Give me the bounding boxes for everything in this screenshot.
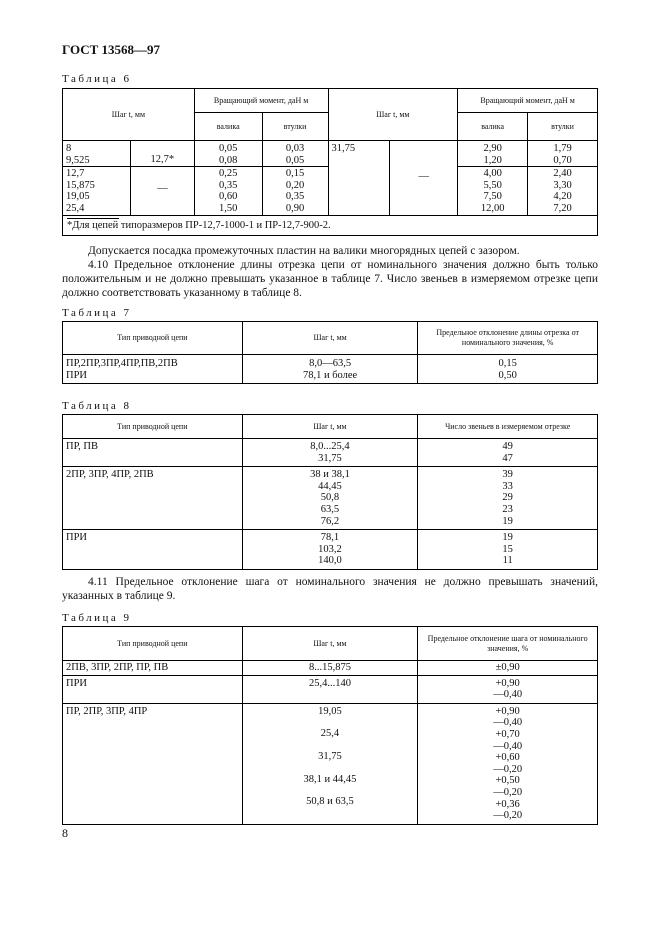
table8-caption: Таблица 8: [62, 400, 132, 412]
table8-row-type: ПРИ: [63, 530, 243, 570]
table8-row-links: 39 33 29 23 19: [418, 467, 598, 530]
paragraph-4-10: 4.10 Предельное отклонение длины отрезка цепи от номинального значения должно быть только положительным и не должно превышать указанное в таблице 7. Число звеньев в измеряемом отрезке цепи должно соответствовать указанному в таблице 8.: [62, 259, 598, 299]
table6-header-bushing-left: втулки: [262, 113, 328, 141]
table9-pitch: 50,8 и 63,5: [306, 796, 354, 808]
table6-cell: 0,15 0,20 0,35 0,90: [262, 167, 328, 216]
table9-deviation: +0,90 —0,40: [493, 705, 523, 729]
table8-row-links: 19 15 11: [418, 530, 598, 570]
table6-header-pitch-right: Шаг t, мм: [328, 89, 458, 141]
table9-header-type: Тип приводной цепи: [63, 627, 243, 661]
table7-caption: Таблица 7: [62, 307, 132, 319]
table6-cell: 12,7*: [130, 141, 194, 167]
table6-cell: 8 9,525: [63, 141, 131, 167]
table9-deviation: +0,70 —0,40: [493, 728, 523, 752]
table8-row-type: ПР, ПВ: [63, 439, 243, 467]
table6-footnote-cell: [63, 216, 598, 236]
table7-row-deviation: 0,15: [418, 355, 598, 370]
table8-header-links: Число звеньев в измеряемом отрезке: [418, 415, 598, 439]
table7-row-pitch: 78,1 и более: [242, 370, 418, 384]
table6-cell: 12,7 15,875 19,05 25,4: [63, 167, 131, 216]
table9-row-pitch-group: [242, 703, 418, 824]
table6: [62, 88, 598, 236]
table9-pitch: 38,1 и 44,45: [303, 773, 357, 785]
table9-deviation: +0,60 —0,20: [493, 752, 523, 775]
table6-caption: Таблица 6: [62, 73, 132, 85]
table6-cell: 4,00 5,50 7,50 12,00: [458, 167, 528, 216]
table6-cell: 1,79 0,70: [528, 141, 598, 167]
table8-header-type: Тип приводной цепи: [63, 415, 243, 439]
table9-pitch: 19,05: [318, 705, 342, 717]
table6-cell: 2,90 1,20: [458, 141, 528, 167]
table7-header-type: Тип приводной цепи: [63, 322, 243, 355]
table6-header-torque-left: Вращающий момент, даН м: [194, 89, 328, 113]
page-number: 8: [62, 826, 68, 840]
table8-row-pitch: 38 и 38,1 44,45 50,8 63,5 76,2: [242, 467, 418, 530]
table7-header-pitch: Шаг t, мм: [242, 322, 418, 355]
table9-pitch: 25,4: [320, 728, 340, 740]
table8-row-type: 2ПР, 3ПР, 4ПР, 2ПВ: [63, 467, 243, 530]
table6-header-torque-right: Вращающий момент, даН м: [458, 89, 598, 113]
table6-footnote: *Для цепей типоразмеров ПР-12,7-1000-1 и ПР-12,7-900-2.: [67, 220, 331, 232]
table7-row-deviation: 0,50: [418, 370, 598, 384]
footnote-rule: [67, 218, 119, 219]
table9-deviation: +0,50 —0,20: [493, 775, 523, 798]
table7-row-type: ПРИ: [63, 370, 243, 384]
table7-header-deviation: Предельное отклонение длины отрезка от номинального значения, %: [418, 322, 598, 355]
table7: [62, 321, 598, 384]
table8-row-pitch: 8,0...25,4 31,75: [242, 439, 418, 467]
document-code: ГОСТ 13568—97: [62, 42, 161, 57]
table9-caption: Таблица 9: [62, 612, 132, 624]
table8-row-links: 49 47: [418, 439, 598, 467]
table6-cell: 31,75: [328, 141, 390, 216]
table9-deviation: +0,36 —0,20: [493, 798, 523, 822]
table9-pitch: 31,75: [318, 750, 342, 762]
table6-cell: 0,03 0,05: [262, 141, 328, 167]
table9-row-type: 2ПВ, 3ПР, 2ПР, ПР, ПВ: [63, 661, 243, 676]
table6-header-pitch-left: Шаг t, мм: [63, 89, 195, 141]
table9-header-deviation: Предельное отклонение шага от номинального значения, %: [418, 627, 598, 661]
table9-row-type: ПРИ: [63, 675, 243, 703]
paragraph-4-11: 4.11 Предельное отклонение шага от номинального значения не должно превышать значений, указанных в таблице 9.: [62, 576, 598, 602]
table9-row-deviation: +0,90 —0,40: [418, 675, 598, 703]
table6-header-roller-left: валика: [194, 113, 262, 141]
table9-row-deviation: ±0,90: [418, 661, 598, 676]
table9-row-pitch: 25,4...140: [242, 675, 418, 703]
table8: [62, 414, 598, 570]
table6-header-roller-right: валика: [458, 113, 528, 141]
paragraph-clearance: Допускается посадка промежуточных пластин на валики многорядных цепей с зазором.: [88, 245, 520, 257]
table7-row-pitch: 8,0—63,5: [242, 355, 418, 370]
table9-row-type: ПР, 2ПР, 3ПР, 4ПР: [63, 703, 243, 824]
table6-cell: —: [130, 167, 194, 216]
table6-cell: —: [390, 141, 458, 216]
table7-row-type: ПР,2ПР,3ПР,4ПР,ПВ,2ПВ: [63, 355, 243, 370]
table8-row-pitch: 78,1 103,2 140,0: [242, 530, 418, 570]
table6-cell: 0,05 0,08: [194, 141, 262, 167]
table9: [62, 626, 598, 825]
table6-header-bushing-right: втулки: [528, 113, 598, 141]
table6-cell: 2,40 3,30 4,20 7,20: [528, 167, 598, 216]
table8-header-pitch: Шаг t, мм: [242, 415, 418, 439]
table9-row-deviation-group: [418, 703, 598, 824]
table9-row-pitch: 8...15,875: [242, 661, 418, 676]
table6-cell: 0,25 0,35 0,60 1,50: [194, 167, 262, 216]
table9-header-pitch: Шаг t, мм: [242, 627, 418, 661]
